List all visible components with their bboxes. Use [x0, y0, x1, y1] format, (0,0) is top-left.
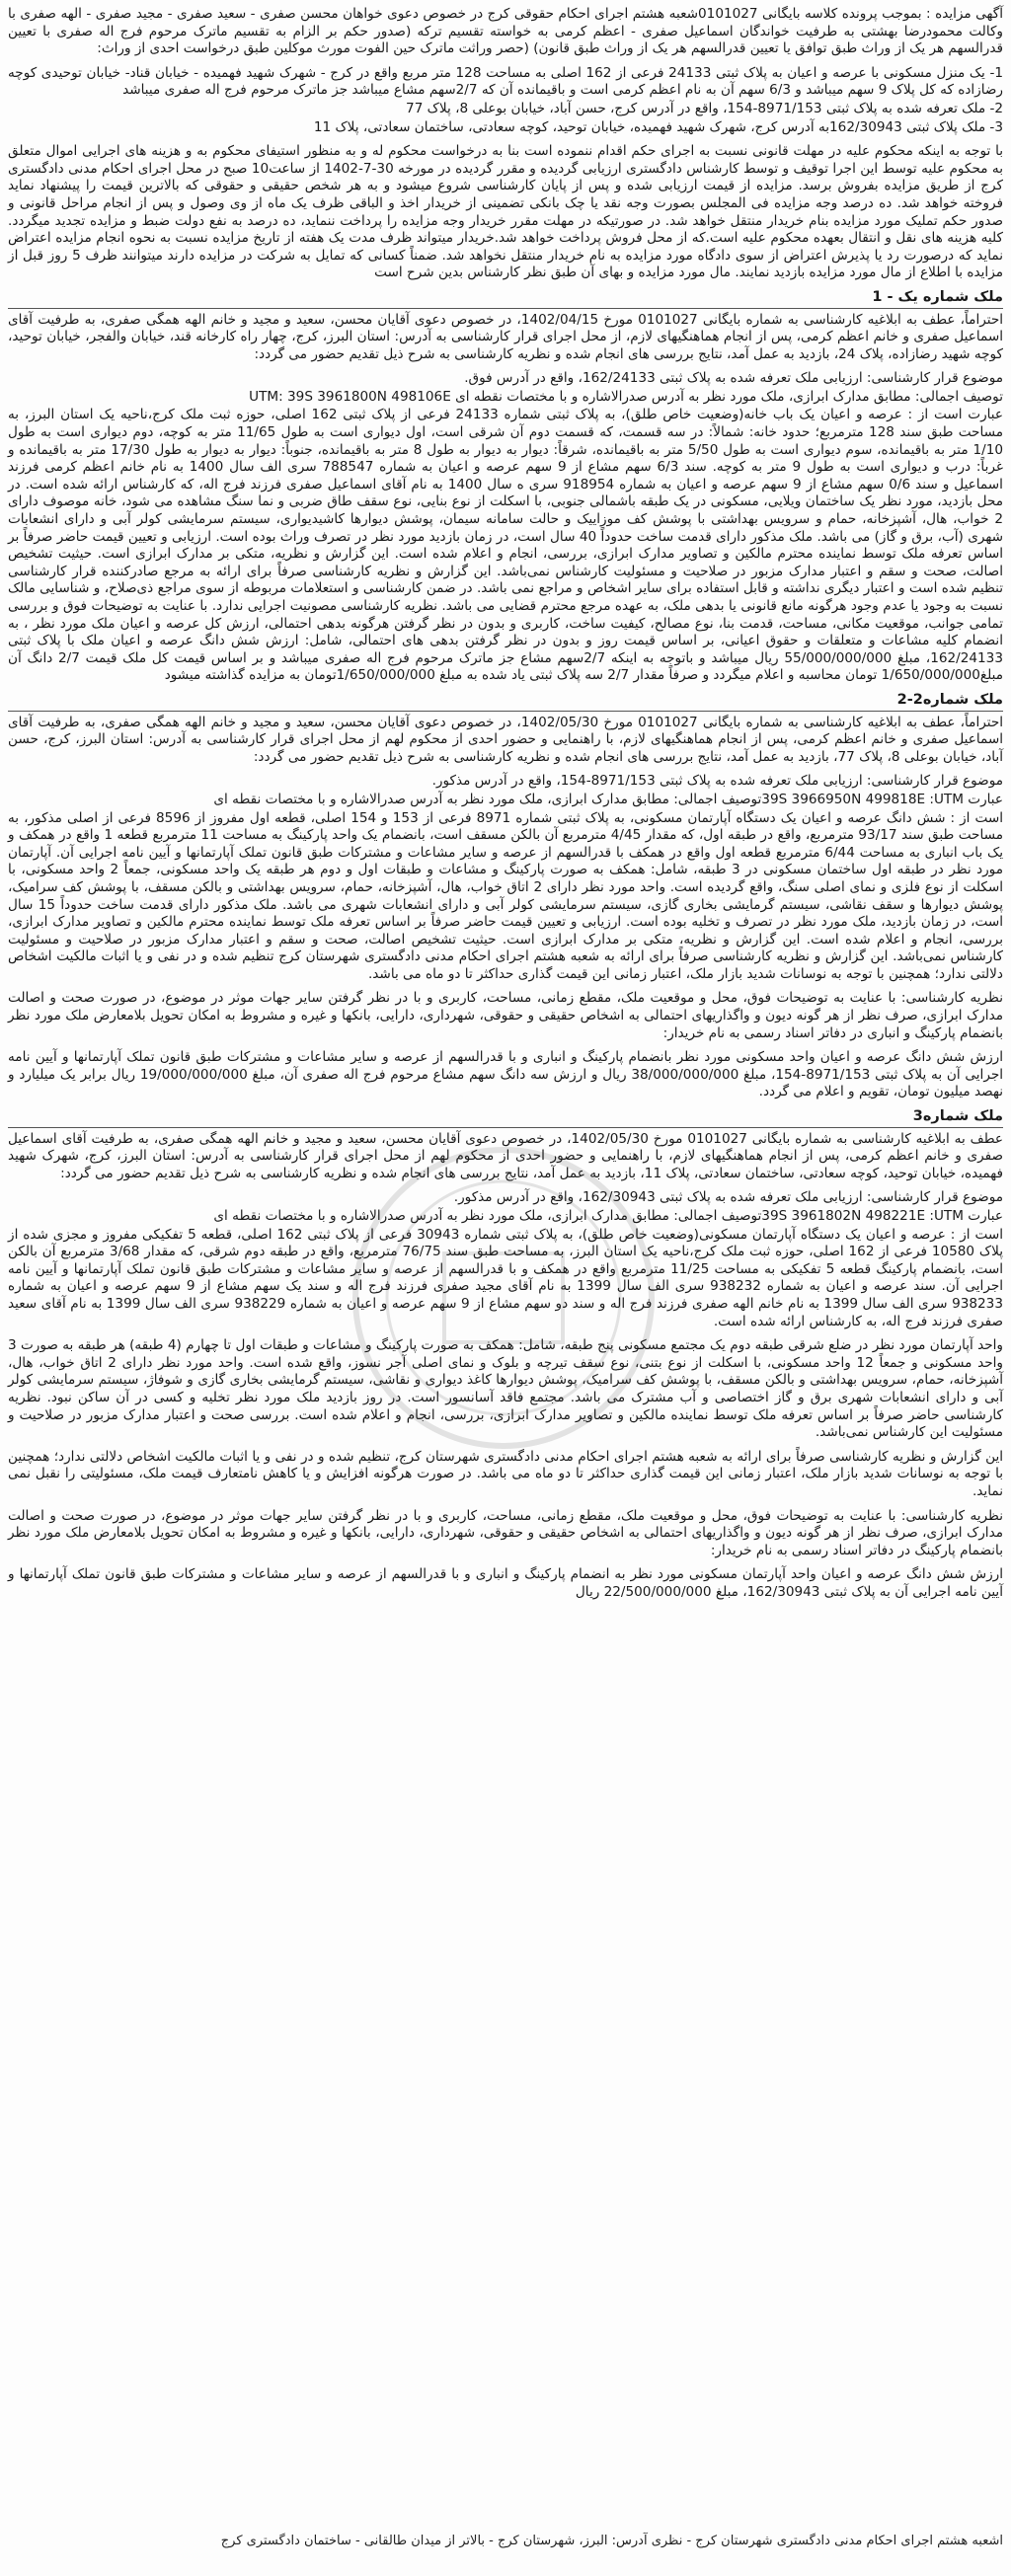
section-1-request: احتراماً، عطف به ابلاغیه کارشناسی به شماره بایگانی 0101027 مورخ 1402/04/15، در خصوص دعوی آقایان محسن، سعید و مجید و خانم الهه همگی صفری، به طرفیت آقای اسماعیل صفری و خانم اعظم کرمی، پس از انجام هماهنگیهای لازم، از محل اجرای قرار کارشناسی به آدرس: استان البرز، کرج، چهار راه کارخانه قند، خیابان والفجر، خیابان توحید، کوچه شهید رضازاده، پلاک 24، بازدید به عمل آمد، نتایج بررسی های انجام شده و نظریه کارشناسی به شرح ذیل تقدیم حضور می گردد:: [8, 311, 1003, 362]
court-footer: اشعبه هشتم اجرای احکام مدنی دادگستری شهرستان کرج - نظری آدرس: البرز، شهرستان کرج - بالاتر از میدان طالقانی - ساختمان دادگستری کرج: [220, 2534, 1003, 2548]
section-3-valuation: این گزارش و نظریه کارشناسی صرفاً برای ارائه به شعبه هشتم اجرای احکام مدنی دادگستری شهرستان کرج، تنظیم شده و در نفی و یا اثبات مالکیت اشخاص دلالتی ندارد؛ همچنین با توجه به نوسانات شدید بازار ملک، اعتبار زمانی این قیمت گذاری حداکثر تا دو ماه می باشد. در صورت هرگونه افزایش و یا کاهش نامتعارف قیمت ملک، مسئولیتی را نقبل نمی نماید.: [8, 1448, 1003, 1499]
section-1-heading: ملک شماره یک - 1: [8, 289, 1003, 309]
section-3-remark: واحد آپارتمان مورد نظر در ضلع شرقی طبقه دوم یک مجتمع مسکونی پنج طبقه، شامل: همکف به صورت پارکینگ و مشاعات و طبقات اول تا چهارم (4 طبقه) هر طبقه به صورت 3 واحد مسکونی و جمعاً 12 واحد مسکونی، با اسکلت از نوع بتنی، نوع سقف تیرچه و بلوک و نمای اصلی آجر نسوز، واقع شده است. واحد مورد نظر دارای 2 اتاق خواب، هال، آشپزخانه، حمام، سرویس بهداشتی و بالکن مسقف، با پوشش کف سرامیک، پوشش دیوارها کاغذ دیواری و نقاشی، سیستم گرمایشی بخاری گازی و شوفاژ، سیستم سرمایشی کولر آبی و دارای انشعابات شهری برق و گاز اختصاصی و آب مشترک می باشد. مجتمع فاقد آسانسور است. در روز بازدید ملک مورد نظر تخلیه و کسی در آن ساکن نبود. نظریه کارشناسی حاضر صرفاً بر اساس تعرفه ملک توسط نماینده مالکین و تصاویر مدارک ابرازی، بررسی، انجام و اعلام شده است. بررسی صحت و اعتبار مدارک مزبور در صلاحیت و مسئولیت این کارشناس نمی‌باشد.: [8, 1337, 1003, 1441]
section-2-request: احتراماً، عطف به ابلاغیه کارشناسی به شماره بایگانی 0101027 مورخ 1402/05/30، در خصوص دعوی آقایان محسن، سعید و مجید و خانم الهه همگی صفری، به طرفیت آقای اسماعیل صفری و خانم اعظم کرمی، پس از انجام هماهنگیهای لازم، با راهنمایی و حضور احدی از محکوم لهم از محل اجرای قرار کارشناسی به آدرس: استان البرز، کرج، حسن آباد، خیابان بوعلی 8، پلاک 77، بازدید به عمل آمد، نتایج بررسی های انجام شده و نظریه کارشناسی به شرح ذیل تقدیم حضور می گردد:: [8, 714, 1003, 765]
item-3: 3- ملک پلاک ثبتی 162/30943به آدرس کرج، شهرک شهید فهمیده، خیابان توحید، کوچه سعادتی، ساختمان سعادتی، پلاک 11: [313, 118, 1003, 135]
auction-notice: [8, 6, 1003, 1608]
section-3-general: عبارت 39S 3961802N 498221E :UTMتوصیف اجمالی: مطابق مدارک ابرازی، ملک مورد نظر به آدرس صدرالاشاره و با مختصات نقطه ای: [213, 1208, 1003, 1224]
section-3-final: ارزش شش دانگ عرصه و اعیان واحد آپارتمان مسکونی مورد نظر به انضمام پارکینگ و انباری و با قدرالسهم از عرصه و سایر مشاعات و مشترکات طبق قانون تملک آپارتمانها و آیین نامه اجرایی آن به پلاک ثبتی 162/30943، مبلغ 22/500/000/000 ریال: [8, 1566, 1003, 1600]
section-3-heading: ملک شماره3: [8, 1108, 1003, 1128]
section-2-heading: ملک شماره2-2: [8, 692, 1003, 712]
section-2-subject: موضوع قرار کارشناسی: ارزیابی ملک تعرفه شده به پلاک ثبتی 8971/153-154، واقع در آدرس مذکور.: [431, 773, 1003, 790]
section-3-details: است از : عرصه و اعیان یک دستگاه آپارتمان مسکونی(وضعیت خاص طلق)، به پلاک ثبتی شماره 30943 فرعی از پلاک ثبتی 162 اصلی، قطعه 5 تفکیکی مفروز و مجزی شده از پلاک 10580 فرعی از 162 اصلی، حوزه ثبت ملک کرج،ناحیه یک استان البرز، به مساحت طبق سند 76/75 مترمربع، واقع در طبقه دوم شرقی، که مقدار 3/68 مترمربع آن بالکن است، بانضمام پارکینگ قطعه 5 تفکیکی به مساحت 11/25 مترمربع واقع در همکف و با قدرالسهم از عرصه و سایر مشاعات و مشترکات طبق قانون تملک آپارتمانها و آیین نامه اجرایی آن. سند عرصه و اعیان به شماره 938232 سری الف سال 1399 به نام آقای مجید صفری فرزند فرج اله و سند یک سهم مشاع از 9 سهم عرصه و اعیان به شماره 938233 سری الف سال 1399 به نام خانم الهه صفری فرزند فرج اله و سند دو سهم مشاع از 9 سهم عرصه و اعیان به شماره 938229 سری الف سال 1399 به نام آقای سعید صفری فرزند فرج اله، به کارشناس ارائه شده است.: [8, 1226, 1003, 1329]
section-3-subject: موضوع قرار کارشناسی: ارزیابی ملک تعرفه شده به پلاک ثبتی 162/30943، واقع در آدرس مذکور.: [453, 1189, 1003, 1206]
section-1-subject: موضوع قرار کارشناسی: ارزیابی ملک تعرفه شده به پلاک ثبتی 162/24133، واقع در آدرس فوق.: [464, 370, 1003, 387]
section-3-note: نظریه کارشناسی: با عنایت به توضیحات فوق، محل و موقعیت ملک، مقطع زمانی، مساحت، کاربری و با در نظر گرفتن سایر جهات موثر در موضوع، در صورت صحت و اصالت مدارک ابرازی، صرف نظر از هر گونه دیون و واگذاریهای احتمالی به اشخاص حقیقی و حقوقی، شهرداری، دارایی، بانکها و غیره و مشروط به امکان تحویل بلامعارض ملک مورد نظر بانضمام پارکینگ در دفاتر اسناد رسمی به نام خریدار:: [8, 1507, 1003, 1558]
section-2-remark: نظریه کارشناسی: با عنایت به توضیحات فوق، محل و موقعیت ملک، مقطع زمانی، مساحت، کاربری و با در نظر گرفتن سایر جهات موثر در موضوع، در صورت صحت و اصالت مدارک ابرازی، صرف نظر از هر گونه دیون و واگذاریهای احتمالی به اشخاص حقیقی و حقوقی، شهرداری، دارایی، بانکها و غیره و مشروط به امکان تحویل بلامعارض ملک مورد نظر بانضمام پارکینگ و انباری در دفاتر اسناد رسمی به نام خریدار:: [8, 990, 1003, 1041]
item-2: 2- ملک تعرفه شده به پلاک ثبتی 8971/153-154، واقع در آدرس کرج، حسن آباد، خیابان بوعلی 8، پلاک 77: [406, 100, 1003, 116]
section-2-details: است از : شش دانگ عرصه و اعیان یک دستگاه آپارتمان مسکونی، به پلاک ثبتی شماره 8971 فرعی از 153 و 154 اصلی، قطعه اول مفروز از 8596 فرعی از اصلی مذکور، به مساحت طبق سند 93/17 مترمربع، واقع در طبقه اول، که مقدار 4/45 مترمربع آن بالکن مسقف است، بانضمام یک واحد پارکینگ به مساحت 11 مترمربع قطعه 1 واقع در همکف و یک باب انباری به مساحت 6/44 مترمربع قطعه اول واقع در همکف با قدرالسهم از عرصه و سایر مشاعات و مشترکات طبق قانون تملک آپارتمانها و آیین نامه اجرایی آن. آپارتمان مورد نظر در طبقه اول ساختمان مسکونی در 3 طبقه، شامل: همکف به صورت پارکینگ و مشاعات و طبقات اول و دوم هر طبقه یک واحد مسکونی، جمعاً 2 واحد مسکونی، با اسکلت از نوع فلزی و نمای اصلی سنگ، واقع گردیده است. واحد مورد نظر دارای 2 اتاق خواب، هال، آشپزخانه، حمام، سرویس بهداشتی و بالکن مسقف، با پوشش کف سرامیک، پوشش دیوارها و سقف نقاشی، سیستم گرمایشی بخاری گازی، سیستم سرمایشی کولر آبی و دارای انشعابات شهری می باشد. ملک مذکور دارای قدمت ساخت حدوداً 15 سال است، در زمان بازدید، ملک مورد نظر در تصرف و تخلیه بوده است. ارزیابی و تعیین قیمت حاضر صرفاً بر اساس تعرفه ملک توسط نماینده محترم مالکین و تصاویر مدارک ابرازی، بررسی، انجام و اعلام شده است. این گزارش و نظریه، متکی بر مدارک ابرازی است. حیثیت تشخیص اصالت، صحت و سقم و اعتبار مدارک مزبور در صلاحیت و مسئولیت کارشناس نمی‌باشد. این گزارش و نظریه کارشناسی صرفاً برای ارائه به شعبه هشتم اجرای احکام مدنی دادگستری شهرستان کرج تنظیم شده و در نفی و یا اثبات مالکیت اشخاص دلالتی ندارد؛ همچنین با توجه به نوسانات شدید بازار ملک، اعتبار زمانی این قیمت گذاری حداکثر تا دو ماه می باشد.: [8, 809, 1004, 982]
section-2-general: عبارت 39S 3966950N 499818E :UTMتوصیف اجمالی: مطابق مدارک ابرازی، ملک مورد نظر به آدرس صدرالاشاره و با مختصات نقطه ای: [213, 791, 1003, 807]
item-1: 1- یک منزل مسکونی با عرصه و اعیان به پلاک ثبتی 24133 فرعی از 162 اصلی به مساحت 128 متر مربع واقع در کرج - شهرک شهید فهمیده - خیابان قناد- خیابان توحیدی کوچه رضازاده که کل پلاک 9 سهم میباشد و 6/3 سهم آن به نام اعظم کرمی است و باقیمانده آن که 2/7سهم مشاع میباشد جز ماترک مرحوم فرج اله صفری میباشد: [8, 64, 1004, 99]
section-2-valuation: ارزش شش دانگ عرصه و اعیان واحد مسکونی مورد نظر بانضمام پارکینگ و انباری و با قدرالسهم از عرصه و سایر مشاعات و مشترکات طبق قانون تملک آپارتمانها و آیین نامه اجرایی آن به پلاک ثبتی 8971/153-154، مبلغ 38/000/000/000 ریال و ارزش سه دانگ سهم مشاع مرحوم فرج اله صفری آن، مبلغ 19/000/000/000 ریال برابر یک میلیارد و نهصد میلیون تومان، تقویم و اعلام می گردد.: [8, 1049, 1004, 1100]
section-3-request: عطف به ابلاغیه کارشناسی به شماره بایگانی 0101027 مورخ 1402/05/30، در خصوص دعوی آقایان محسن، سعید و مجید و خانم الهه همگی صفری، به طرفیت آقای اسماعیل صفری و خانم اعظم کرمی، پس از انجام هماهنگیهای لازم، با راهنمایی و حضور احدی از محکوم لهم از محل اجرای قرار کارشناسی به آدرس: استان البرز، کرج، شهرک شهید فهمیده، خیابان توحید، کوچه سعادتی، ساختمان سعادتی، پلاک 11، بازدید به عمل آمد، نتایج بررسی های انجام شده و نظریه کارشناسی به شرح ذیل تقدیم حضور می گردد:: [8, 1130, 1003, 1181]
section-1-details: عبارت است از : عرصه و اعیان یک باب خانه(وضعیت خاص طلق)، به پلاک ثبتی شماره 24133 فرعی از پلاک ثبتی 162 اصلی، حوزه ثبت ملک کرج،ناحیه یک استان البرز، به مساحت طبق سند 128 مترمربع؛ حدود خانه: شمالاً: در سه قسمت، که قسمت دوم آن شرقی است، اول دیواری است به طول 11/65 متر به کوچه، دوم دیواری است به طول 1/10 متر به باقیمانده، سوم دیواری است به طول 5/50 متر به باقیمانده، شرقاً: دیوار به دیوار به طول 8 متر به باقیمانده، جنوباً: دیوار به دیوار به طول 17/30 متر به باقیمانده و غرباً: درب و دیواری است به طول 9 متر به کوچه. سند 6/3 سهم مشاع از 9 سهم عرصه و اعیان به شماره 788547 سری الف سال 1400 به نام خانم اعظم کرمی فرزند اسماعیل و سند 0/6 سهم مشاع از 9 سهم عرصه و اعیان به شماره 918954 سری ه سال 1400 به نام آقای اسماعیل صفری فرزند فرج اله، که کارشناس ارائه شده است. در محل بازدید، مورد نظر یک ساختمان ویلایی، مسکونی در یک طبقه باشمالی جنوبی، با اسکلت از نوع بنایی، نوع سقف طاق ضربی و نما سنگ مشاهده می شود، خانه موصوف دارای 2 خواب، هال، آشپزخانه، حمام و سرویس بهداشتی با پوشش کف موزاییک و حالت سامانه سیمان، پوشش دیوارها کاشیدیواری، سیستم سرمایشی کولر آبی و دارای انشعابات شهری (آب، برق و گاز) می باشد. ملک مذکور دارای قدمت ساخت حدوداً 40 سال است، در زمان بازدید مورد نظر در تصرف وراث بوده است. ارزیابی و تعیین قیمت حاضر صرفاً بر اساس تعرفه ملک توسط نماینده محترم مالکین و تصاویر مدارک ابرازی، بررسی، انجام و اعلام شده است. این گزارش و نظریه، متکی بر مدارک ابرازی است. حیثیت تشخیص اصالت، صحت و سقم و اعتبار مدارک مزبور در صلاحیت و مسئولیت کارشناس نمی‌باشد. این گزارش و نظریه کارشناسی صرفاً برای ارائه به مرجع صادرکننده قرار کارشناسی تنظیم شده است و اعتبار دیگری نداشته و قابل استفاده برای سایر اشخاص و مراجع نمی باشد. در ضمن کارشناسی و استعلامات مربوطه از سوی مراجع ذی‌صلاح، و شناسایی مالک نسبت به وجود یا عدم وجود هرگونه مانع قانونی یا بدهی ملک، به عهده مرجع محترم قضایی می باشد. نظریه کارشناسی مصونیت اجرایی ندارد. با عنایت به توضیحات فوق و بررسی تمامی جوانب، موقعیت مکانی، مساحت، قدمت بنا، نوع مصالح، کیفیت ساخت، کاربری و بدون در نظر گرفتن هرگونه بدهی احتمالی، ارزش کل عرصه و اعیان ملک مورد نظر ، به انضمام کلیه مشاعات و متعلقات و حقوق اعیانی، بر اساس قیمت روز و بدون در نظر گرفتن بدهی های احتمالی، شامل: ارزش شش دانگ عرصه و اعیان ملک با پلاک ثبتی 162/24133، مبلغ 55/000/000/000 ریال میباشد و باتوجه به اینکه 2/7سهم مشاع جز ماترک مرحوم فرج اله صفری میباشد و بر اساس قیمت کل ملک قیمت 2/7 دانگ آن مبلغ1/650/000/000 تومان محاسبه و اعلام میگردد و صرفاً مقدار 2/7 سه پلاک ثبتی یاد شده به مبلغ 1/650/000/000تومان به مزایده گذاشته میشود: [8, 407, 1004, 684]
notice-intro: آگهی مزایده : بموجب پرونده کلاسه بایگانی 0101027شعبه هشتم اجرای احکام حقوقی کرج در خصوص دعوی خواهان محسن صفری - سعید صفری - مجید صفری - الهه صفری با وکالت محمودرضا بهشتی به طرفیت خواندگان اسماعیل صفری - اعظم کرمی به خواسته تقسیم ترکه (صدور حکم بر الزام به تقسیم ماترک مرحوم فرج اله صفری با تعیین قدرالسهم هر یک از وراث طبق توافق یا تعیین قدرالسهم هر یک از وراث طبق قانون) (حصر وراثت ماترک حین الفوت مورث موکلین طبق درخواست احدی از وراث:: [8, 6, 1003, 57]
section-1-general: توصیف اجمالی: مطابق مدارک ابرازی، ملک مورد نظر به آدرس صدرالاشاره و با مختصات نقطه ای UTM: 39S 3961800N 498106E: [249, 388, 1003, 405]
auction-conditions: با توجه به اینکه محکوم علیه در مهلت قانونی نسبت به اجرای حکم اقدام ننموده است بنا به درخواست محکوم له و به منظور استیفای محکوم به و هزینه های اجرایی اموال متعلق به محکوم علیه توسط این اجرا توقیف و توسط کارشناس دادگستری ارزیابی گردیده و مقرر گردیده در مورخه 30-7-1402 از ساعت10 صبح در محل اجرای احکام مدنی دادگستری کرج از طریق مزایده بفروش برسد. مزایده از قیمت ارزیابی شده و پس از پایان کارشناسی شروع میشود و به هر شخص حقیقی و حقوقی که بالاترین قیمت را پیشنهاد نماید فروخته خواهد شد. ده درصد وجه مزایده فی المجلس بصورت وجه نقد یا چک بانکی تضمینی از خریدار اخذ و الباقی ظرف یک ماه از وی وصول و پس از انجام مراحل قانونی و صدور حکم تملیک مورد مزایده بنام خریدار منتقل خواهد شد. در صورتیکه در مهلت مقرر خریدار وجه مزایده را پرداخت ننماید، ده درصد به نفع دولت ضبط و مزایده تجدید میگردد. کلیه هزینه های نقل و انتقال بعهده محکوم علیه است.که از محل فروش پرداخت خواهد شد.خریدار میتواند ظرف مدت یک هفته از تاریخ مزایده نسبت به نحوه انجام مزایده اعتراض نماید که درصورت رد یا پذیرش اعتراض از سوی دادگاه مورد مزایده به نام خریدار منتقل نخواهد شد. ضمناً کسانی که تمایل به شرکت در مزایده دارند میتوانند ظرف 5 روز قبل از مزایده با اطلاع از مال مورد مزایده بازدید نمایند. مال مورد مزایده و بهای آن طبق نظر کارشناس بدین شرح است: [8, 143, 1003, 281]
